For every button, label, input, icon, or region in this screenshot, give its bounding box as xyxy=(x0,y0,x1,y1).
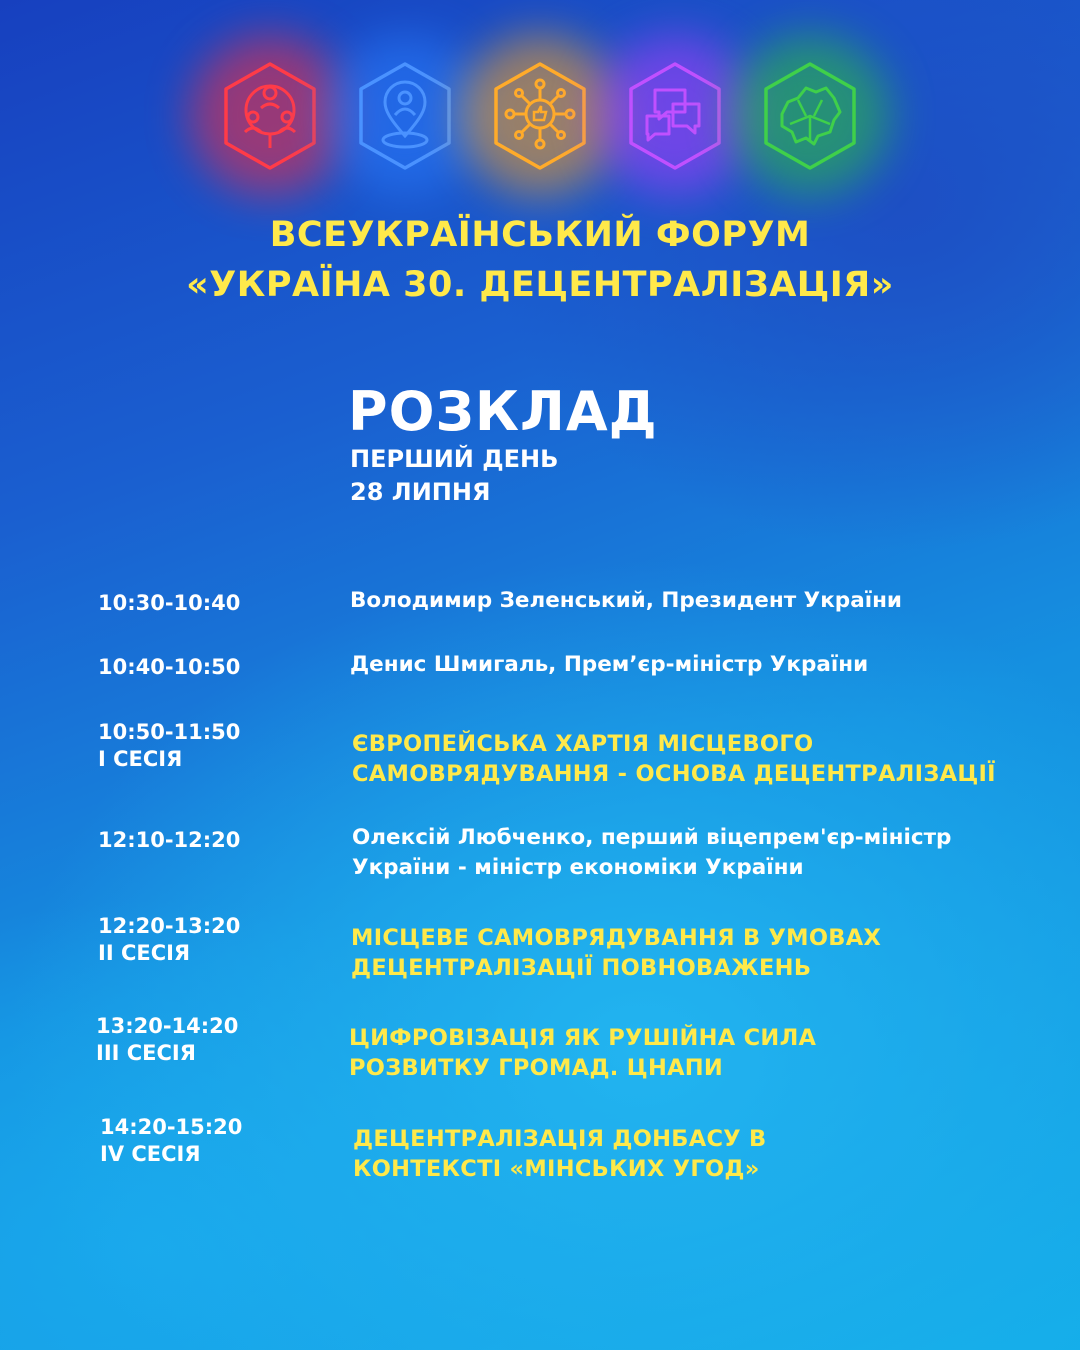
item-6-time-block xyxy=(96,1013,238,1067)
schedule-title: РОЗКЛАД xyxy=(348,380,658,443)
item-6-line-2: РОЗВИТКУ ГРОМАД. ЦНАПИ xyxy=(349,1055,724,1081)
item-7-line-1: ДЕЦЕНТРАЛІЗАЦІЯ ДОНБАСУ В xyxy=(353,1126,767,1152)
item-4-time: 12:10-12:20 xyxy=(98,828,241,852)
item-7-line-2: КОНТЕКСТІ «МІНСЬКИХ УГОД» xyxy=(353,1156,760,1182)
ukraine-map-icon xyxy=(760,60,860,172)
community-people-icon xyxy=(220,60,320,172)
item-4-line-2: України - міністр економіки України xyxy=(352,855,804,880)
item-2-desc xyxy=(350,650,868,680)
item-1-line-1: Володимир Зеленський, Президент України xyxy=(350,588,902,613)
forum-title-line1: ВСЕУКРАЇНСЬКИЙ ФОРУМ xyxy=(269,215,811,255)
network-like-icon xyxy=(490,60,590,172)
schedule-day: ПЕРШИЙ ДЕНЬ xyxy=(350,445,559,473)
item-5-time: 12:20-13:20 xyxy=(98,914,241,938)
item-5-line-2: ДЕЦЕНТРАЛІЗАЦІЇ ПОВНОВАЖЕНЬ xyxy=(351,955,812,981)
item-7-time-block xyxy=(100,1114,242,1168)
item-4-line-1: Олексій Любченко, перший віцепрем'єр-міністр xyxy=(352,825,952,850)
schedule-date: 28 ЛИПНЯ xyxy=(350,478,491,506)
icons-row xyxy=(0,60,1080,180)
item-3-time: 10:50-11:50 xyxy=(98,720,241,744)
item-3-time-block xyxy=(98,719,240,773)
item-6-time: 13:20-14:20 xyxy=(96,1014,239,1038)
item-3-desc xyxy=(352,729,996,789)
chat-bubbles-icon xyxy=(625,60,725,172)
item-2-line-1: Денис Шмигаль, Прем’єр-міністр України xyxy=(350,652,869,677)
location-person-icon xyxy=(355,60,455,172)
schedule-day-block xyxy=(350,443,558,509)
item-3-line-2: САМОВРЯДУВАННЯ - ОСНОВА ДЕЦЕНТРАЛІЗАЦІЇ xyxy=(352,761,996,787)
item-6-desc xyxy=(349,1023,816,1083)
item-6-line-1: ЦИФРОВІЗАЦІЯ ЯК РУШІЙНА СИЛА xyxy=(349,1025,817,1051)
item-4-desc xyxy=(352,823,951,883)
item-5-time-block xyxy=(98,913,240,967)
item-1-desc xyxy=(350,586,902,616)
item-6-session: III СЕСІЯ xyxy=(96,1041,196,1065)
item-7-time: 14:20-15:20 xyxy=(100,1115,243,1139)
item-3-line-1: ЄВРОПЕЙСЬКА ХАРТІЯ МІСЦЕВОГО xyxy=(352,731,814,757)
item-5-desc xyxy=(351,923,881,983)
item-7-session: IV СЕСІЯ xyxy=(100,1142,201,1166)
item-5-line-1: МІСЦЕВЕ САМОВРЯДУВАННЯ В УМОВАХ xyxy=(351,925,882,951)
item-7-desc xyxy=(353,1124,767,1184)
item-1-time: 10:30-10:40 xyxy=(98,591,241,615)
item-2-time: 10:40-10:50 xyxy=(98,655,241,679)
item-5-session: II СЕСІЯ xyxy=(98,941,191,965)
item-3-session: I СЕСІЯ xyxy=(98,747,183,771)
forum-title-line2: «УКРАЇНА 30. ДЕЦЕНТРАЛІЗАЦІЯ» xyxy=(186,265,894,305)
